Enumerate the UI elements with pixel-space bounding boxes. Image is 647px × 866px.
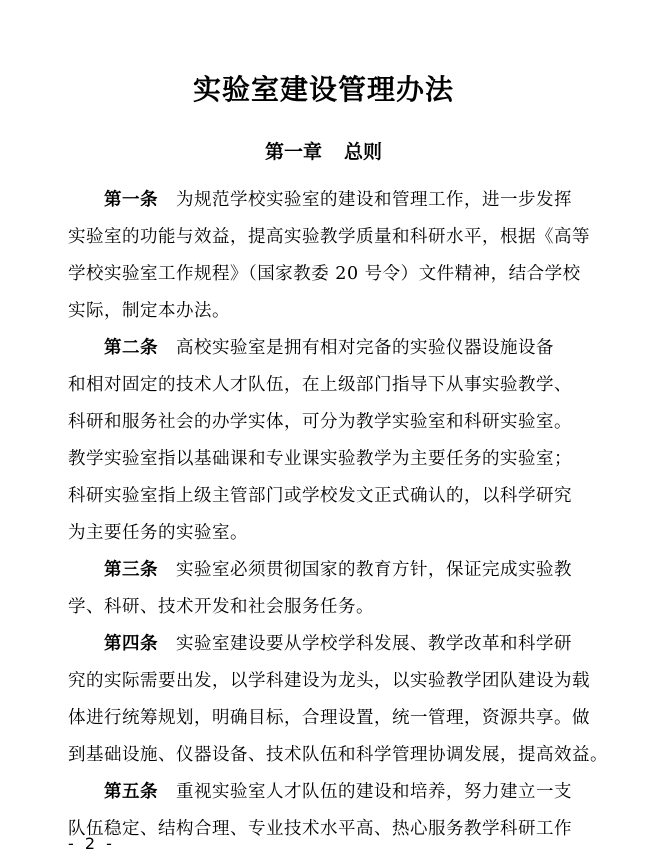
article-text-line: 体进行统筹规划，明确目标，合理设置，统一管理，资源共享。做 [68,708,590,728]
article-label: 第一条 [104,190,158,210]
article-first-line [68,774,588,811]
article-text-line: 学、科研、技术开发和社会服务任务。 [68,597,374,617]
article-text-line: 和相对固定的技术人才队伍，在上级部门指导下从事实验教学、 [68,375,572,395]
article-text-line: 实验室的功能与效益，提高实验教学质量和科研水平，根据《高等 [68,227,590,247]
document-body [68,182,608,848]
article-text-line: 科研和服务社会的办学实体，可分为教学实验室和科研实验室。 [68,412,572,432]
chapter-number: 第一章 [264,141,322,163]
page-number: - 2 - [68,834,115,853]
chapter-name: 总则 [344,141,383,163]
article-text-line: 到基础设施、仪器设备、技术队伍和科学管理协调发展，提高效益。 [68,745,608,765]
article-text-line: 为规范学校实验室的建设和管理工作，进一步发挥 [176,190,572,210]
article-label: 第四条 [104,634,158,654]
article-text-line: 教学实验室指以基础课和专业课实验教学为主要任务的实验室； [68,449,572,469]
article-first-line [68,182,588,219]
article-text-line: 重视实验室人才队伍的建设和培养，努力建立一支 [176,782,572,802]
article-3 [68,552,588,626]
article-text-line: 实验室建设要从学校学科发展、教学改革和科学研 [176,634,572,654]
article-label: 第五条 [104,782,158,802]
article-text-line: 学校实验室工作规程》（国家教委 20 号令）文件精神，结合学校 [68,264,581,284]
article-text-line: 高校实验室是拥有相对完备的实验仪器设施设备 [176,338,554,358]
article-2 [68,330,588,552]
article-label: 第三条 [104,560,158,580]
article-5 [68,774,588,848]
article-text-line: 实际，制定本办法。 [68,301,230,321]
article-first-line [68,552,588,589]
article-label: 第二条 [104,338,158,358]
article-text-line: 究的实际需要出发，以学科建设为龙头，以实验教学团队建设为载 [68,671,590,691]
document-title: 实验室建设管理办法 [192,73,454,106]
article-text-line: 为主要任务的实验室。 [68,523,248,543]
article-text-line: 科研实验室指上级主管部门或学校发文正式确认的，以科学研究 [68,486,572,506]
article-first-line [68,626,588,663]
article-text-line: 队伍稳定、结构合理、专业技术水平高、热心服务教学科研工作 [68,819,572,839]
article-text-line: 实验室必须贯彻国家的教育方针，保证完成实验教 [176,560,572,580]
chapter-heading [0,138,647,166]
article-4 [68,626,608,774]
article-1 [68,182,588,330]
article-first-line [68,330,588,367]
